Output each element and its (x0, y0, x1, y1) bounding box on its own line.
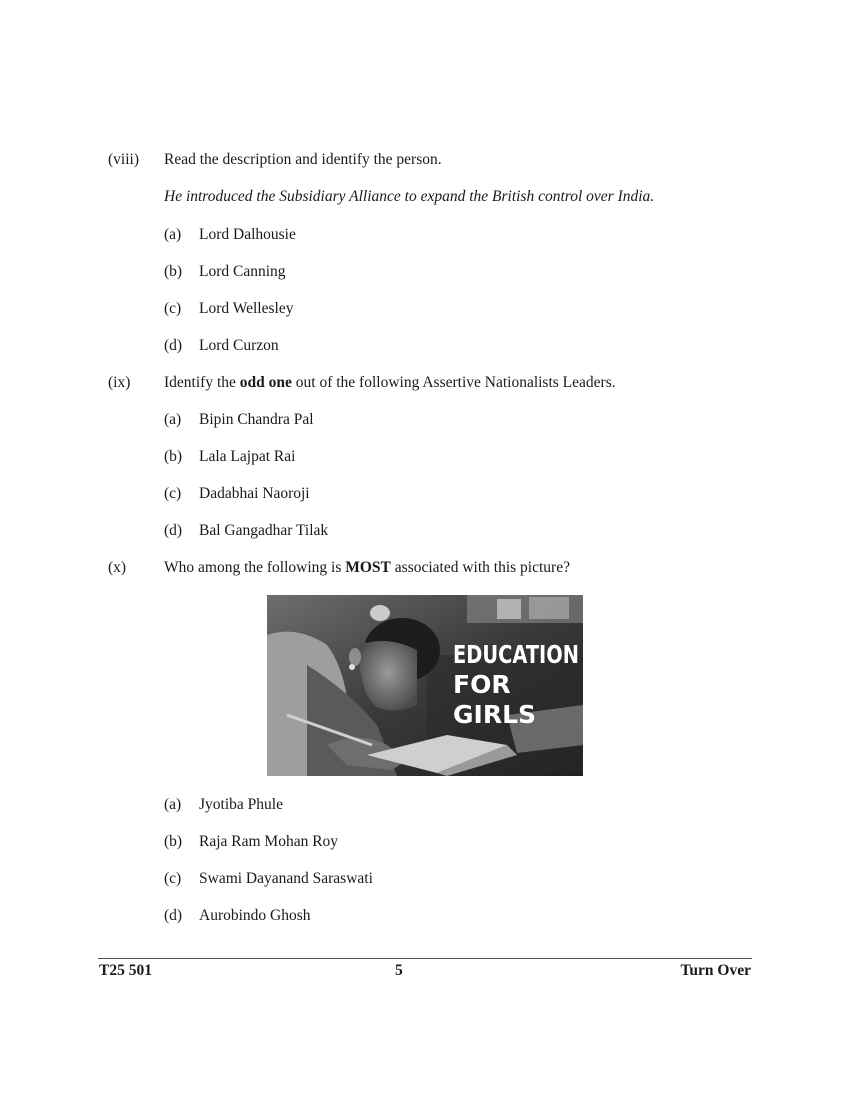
option (164, 907, 311, 925)
option-text: Aurobindo Ghosh (199, 907, 311, 924)
question-text-bold: MOST (345, 559, 391, 576)
question-text-part: associated with this picture? (390, 559, 570, 576)
question-number: (x) (108, 559, 127, 576)
option (164, 485, 310, 503)
ear-shape (349, 648, 361, 666)
description-italic: He introduced the Subsidiary Alliance to expand the British control over India. (164, 188, 655, 205)
footer-divider (98, 958, 752, 959)
option-label: (d) (164, 522, 183, 539)
option-label: (b) (164, 448, 183, 465)
option-text: Jyotiba Phule (199, 796, 283, 813)
option-text: Lala Lajpat Rai (199, 448, 296, 465)
question-text-part: out of the following Assertive Nationalists Leaders. (291, 374, 616, 391)
option-text: Lord Curzon (199, 337, 279, 354)
option (164, 833, 338, 851)
option-label: (c) (164, 870, 182, 887)
background-poster (497, 599, 521, 619)
question-text (164, 559, 570, 577)
option-label: (c) (164, 300, 182, 317)
question-text-part: Who among the following is (164, 559, 346, 576)
option-label: (b) (164, 263, 183, 280)
option-text: Bal Gangadhar Tilak (199, 522, 329, 539)
caption-line: EDUCATION (453, 640, 579, 669)
question-number: (ix) (108, 374, 131, 391)
question-text: Read the description and identify the person. (164, 151, 442, 168)
option-label: (a) (164, 796, 182, 813)
question-text-bold: odd one (239, 374, 292, 391)
option (164, 411, 314, 429)
option (164, 522, 328, 540)
option-label: (c) (164, 485, 182, 502)
earring-shape (349, 664, 355, 670)
option (164, 300, 293, 318)
option-label: (b) (164, 833, 183, 850)
education-for-girls-photo (267, 595, 583, 776)
background-poster (529, 597, 569, 619)
option (164, 263, 286, 281)
option-text: Dadabhai Naoroji (199, 485, 310, 502)
option-text: Lord Dalhousie (199, 226, 296, 243)
caption-line: GIRLS (453, 700, 537, 729)
option-text: Swami Dayanand Saraswati (199, 870, 373, 887)
hair-clip (370, 605, 390, 621)
option-text: Lord Wellesley (199, 300, 294, 317)
turn-over-label: Turn Over (680, 962, 751, 979)
question-number: (viii) (108, 151, 139, 168)
option-label: (a) (164, 411, 182, 428)
question-description (164, 188, 654, 206)
question-text-part: Identify the (164, 374, 240, 391)
option (164, 226, 296, 244)
option (164, 337, 279, 355)
question-text (164, 374, 616, 392)
option-label: (a) (164, 226, 182, 243)
paper-code: T25 501 (99, 962, 152, 979)
option-label: (d) (164, 337, 183, 354)
option-label: (d) (164, 907, 183, 924)
option (164, 796, 283, 814)
option-text: Bipin Chandra Pal (199, 411, 314, 428)
caption-line: FOR (453, 670, 511, 699)
option-text: Raja Ram Mohan Roy (199, 833, 339, 850)
option (164, 870, 373, 888)
option-text: Lord Canning (199, 263, 286, 280)
page-number: 5 (395, 962, 403, 979)
option (164, 448, 295, 466)
